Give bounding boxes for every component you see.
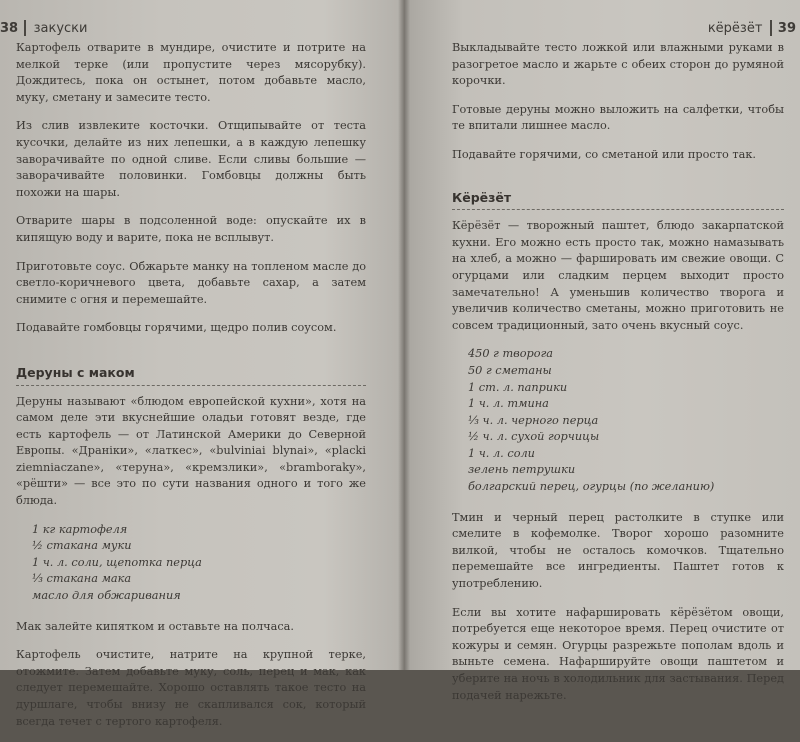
ingredient-item: ½ ч. л. сухой горчицы — [468, 430, 600, 444]
recipe-title: Деруны с маком — [16, 365, 366, 386]
paragraph: Картофель отварите в мундире, очистите и потрите на мелкой терке (или пропустите через мясорубку). Дождитесь, пока он остынет, потом добавьте масло, муку, сметану и замесите тесто. — [16, 41, 366, 104]
right-page-content — [452, 40, 784, 716]
header-divider — [770, 20, 772, 36]
right-page-header — [708, 20, 796, 36]
paragraph: Подавайте горячими, со сметаной или просто так. — [452, 147, 757, 161]
header-divider — [24, 20, 26, 36]
recipe-step: Если вы хотите нафаршировать кёрёзётом овощи, потребуется еще некоторое время. Перец очистите от кожуры и семян. Огурцы разрежьте пополам вдоль и выньте семена. Нафаршируйте овощи паштетом и уберите на ночь в холодильник для застывания. Перед подачей нарежьте. — [452, 605, 784, 702]
paragraph: Из слив извлеките косточки. Отщипывайте от теста кусочки, делайте из них лепешки, а в каждую лепешку заворачивайте по одной сливе. Если сливы большие — заворачивайте половинки. Гомбовцы должны быть похожи на шары. — [16, 119, 366, 199]
ingredient-item: 1 ч. л. тмина — [468, 397, 549, 411]
right-page — [404, 0, 800, 702]
recipe-step: Тмин и черный перец растолките в ступке или смелите в кофемолке. Творог хорошо разомните вилкой, чтобы не осталось комочков. Тщательно перемешайте все ингредиенты. Паштет готов к употреблению. — [452, 510, 784, 591]
ingredient-item: 1 ст. л. паприки — [468, 380, 568, 394]
ingredient-item: ½ стакана муки — [32, 539, 132, 553]
paragraph: Приготовьте соус. Обжарьте манку на топленом масле до светло-коричневого цвета, добавьте сахар, а затем снимите с огня и перемешайте. — [16, 259, 366, 306]
recipe-intro: Кёрёзёт — творожный паштет, блюдо закарпатской кухни. Его можно есть просто так, можно намазывать на хлеб, а можно — фаршировать им свежие овощи. С огурцами или сладким перцем выходит просто замечательно! А уменьшив количество творога и увеличив количество сметаны, можно приготовить не совсем традиционный, зато очень вкусный соус. — [452, 219, 784, 332]
left-page-header — [0, 20, 87, 36]
ingredient-item: 50 г сметаны — [468, 363, 552, 377]
recipe-title: Кёрёзёт — [452, 190, 784, 211]
page-number: 39 — [777, 20, 796, 36]
ingredient-item: ⅓ стакана мака — [32, 572, 132, 586]
ingredient-item: масло для обжаривания — [32, 589, 181, 603]
running-head: кёрёзёт — [707, 20, 763, 36]
ingredients-list — [452, 346, 784, 495]
recipe-step: Картофель очистите, натрите на крупной терке, отожмите. Затем добавьте муку, соль, перец и мак, как следует перемешайте. Хорошо оставлять такое тесто на дуршлаге, чтобы внизу не скапливался сок, который всегда течет с тертого картофеля. — [16, 648, 366, 728]
recipe-intro: Деруны называют «блюдом европейской кухни», хотя на самом деле эти вкуснейшие оладьи готовят везде, где есть картофель — от Латинской Америки до Северной Европы. «Драніки», «латкес», «bulviniai blynai», «placki ziemniaczane», «теруна», «кремзлики», «bramboraky», «рёшти» — все это по сути названия одного и того же блюда. — [16, 394, 366, 508]
running-head: закуски — [33, 20, 88, 36]
paragraph: Выкладывайте тесто ложкой или влажными руками в разогретое масло и жарьте с обеих сторон до румяной корочки. — [452, 41, 784, 88]
paragraph: Отварите шары в подсоленной воде: опускайте их в кипящую воду и варите, пока не всплывут. — [16, 214, 366, 244]
paragraph: Подавайте гомбовцы горячими, щедро полив соусом. — [16, 321, 337, 335]
page-number: 38 — [0, 20, 19, 36]
ingredient-item: болгарский перец, огурцы (по желанию) — [468, 480, 715, 494]
left-page-content — [16, 40, 366, 742]
paragraph: Готовые деруны можно выложить на салфетки, чтобы те впитали лишнее масло. — [452, 102, 784, 133]
ingredients-list — [16, 522, 366, 605]
ingredient-item: 1 кг картофеля — [32, 522, 128, 536]
ingredient-item: 1 ч. л. соли — [468, 446, 535, 460]
ingredient-item: 450 г творога — [468, 347, 554, 361]
recipe-step: Мак залейте кипятком и оставьте на полчаса. — [16, 619, 294, 633]
ingredient-item: зелень петрушки — [468, 463, 576, 477]
ingredient-item: ⅓ ч. л. черного перца — [468, 413, 599, 427]
book-gutter — [398, 0, 410, 670]
ingredient-item: 1 ч. л. соли, щепотка перца — [32, 555, 202, 569]
left-page — [0, 0, 404, 728]
